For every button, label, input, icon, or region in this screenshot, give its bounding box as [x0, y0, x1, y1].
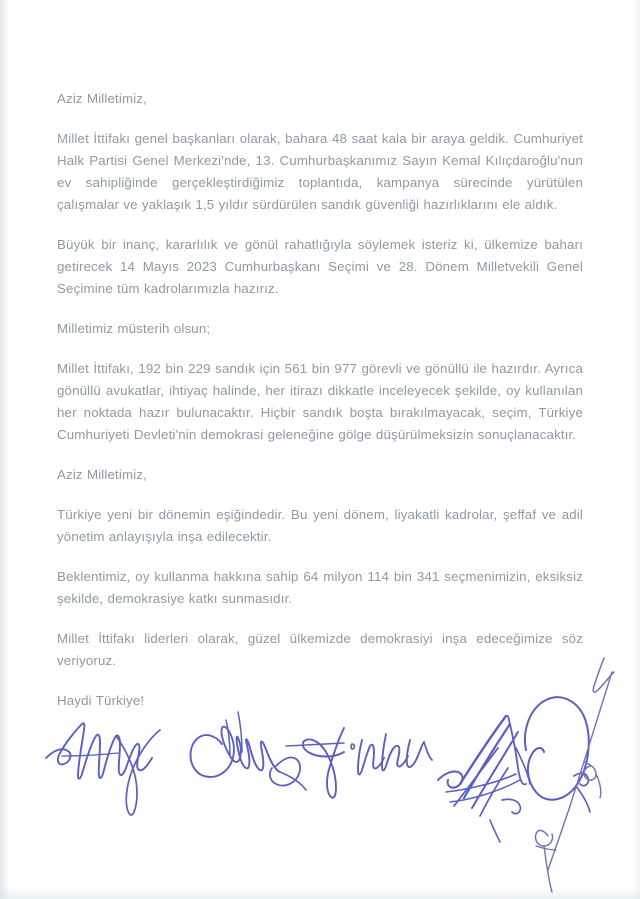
closing-slogan: Haydi Türkiye! — [57, 693, 145, 708]
paragraph-reassurance: Milletimiz müsterih olsun; — [57, 321, 211, 336]
paragraph-meeting: Millet İttifakı genel başkanları olarak, bahara 48 saat kala bir araya geldik. Cumhuriyet Halk Partisi Genel Merkezi'nde, 13. Cumhurbaşkanımız Sayın Kemal Kılıçdaroğlu'nun ev sahipliğinde gerçekleştirdiğimiz toplantıda, kampanya sürecinde yürütülen çalışmalar ve yaklaşık 1,5 yıldır sürdürülen sandık güvenliği hazırlıklarını ele aldık. — [57, 131, 583, 212]
paragraph-voter-turnout: Beklentimiz, oy kullanma hakkına sahip 64 milyon 114 bin 341 seçmenimizin, eksiksiz şekilde, demokrasiye katkı sunmasıdır. — [57, 569, 583, 606]
salutation-second: Aziz Milletimiz, — [57, 467, 147, 482]
letter-body — [57, 88, 583, 712]
signature-6 — [500, 650, 630, 899]
paragraph-ballot-security: Millet İttifakı, 192 bin 229 sandık için 561 bin 977 görevli ve gönüllü ile hazırdır. Ayrıca gönüllü avukatlar, ihtiyaç halinde, her itirazı dikkatle inceleyecek şekilde, oy kullanılan her noktada hazır bulunacaktır. Hiçbir sandık boşta bırakılmayacak, seçim, Türkiye Cumhuriyeti Devleti'nin demokrasi geleneğine gölge düşürülmeksizin sonuçlanacaktır. — [57, 361, 583, 442]
signature-block — [0, 640, 640, 899]
paragraph-promise: Millet İttifakı liderleri olarak, güzel ülkemizde demokrasiyi inşa edeceğimize söz veriyoruz. — [57, 631, 583, 668]
signature-1 — [42, 706, 172, 821]
paragraph-new-era: Türkiye yeni bir dönemin eşiğindedir. Bu yeni dönem, liyakatli kadrolar, şeffaf ve adil yönetim anlayışıyla inşa edilecektir. — [57, 507, 583, 544]
salutation-first: Aziz Milletimiz, — [57, 91, 147, 106]
paragraph-readiness: Büyük bir inanç, kararlılık ve gönül rahatlığıyla söylemek isteriz ki, ülkemize baharı getirecek 14 Mayıs 2023 Cumhurbaşkanı Seçimi ve 28. Dönem Milletvekili Genel Seçimine tüm kadrolarımızla hazırız. — [57, 237, 583, 296]
